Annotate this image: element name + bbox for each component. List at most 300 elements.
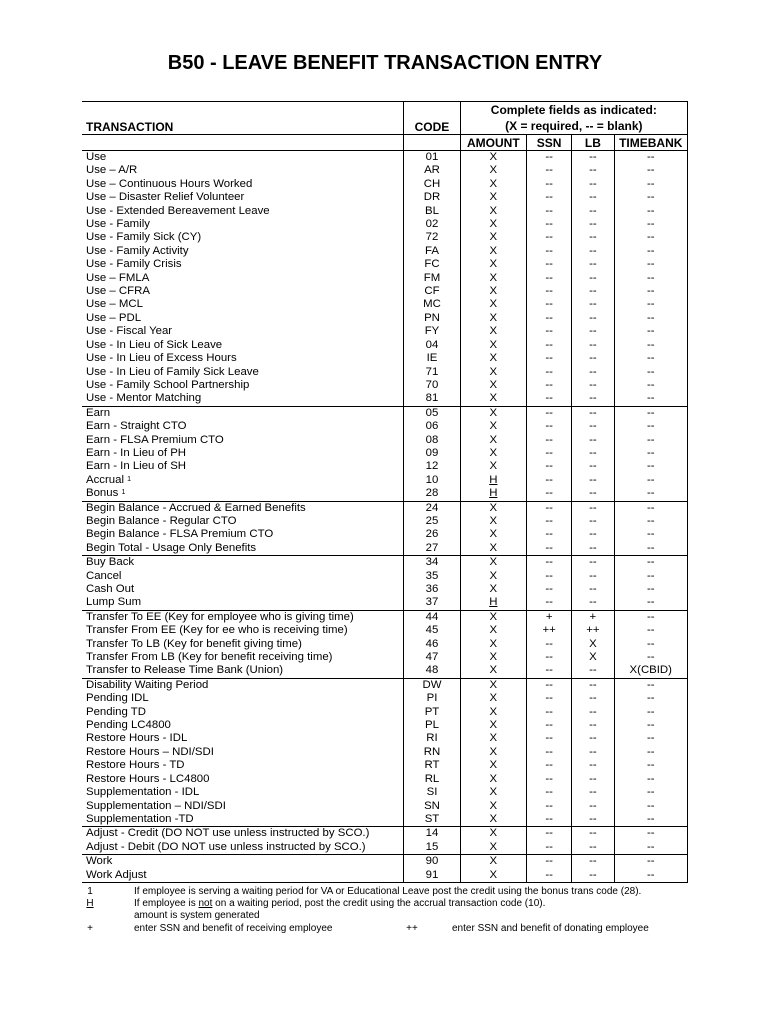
lb-cell: -- [572, 434, 614, 447]
table-row [82, 420, 688, 433]
amount-cell: X [460, 583, 526, 596]
timebank-cell: -- [614, 298, 688, 311]
transaction-code: 28 [404, 487, 460, 501]
amount-cell: X [460, 706, 526, 719]
transaction-name: Use – FMLA [82, 272, 404, 285]
transaction-code: FC [404, 258, 460, 271]
timebank-cell: -- [614, 312, 688, 325]
transaction-code: 14 [404, 827, 460, 841]
transaction-code: 36 [404, 583, 460, 596]
amount-cell: X [460, 692, 526, 705]
table-row [82, 231, 688, 244]
timebank-cell: -- [614, 258, 688, 271]
ssn-cell: -- [527, 583, 572, 596]
timebank-cell: -- [614, 379, 688, 392]
transaction-code: 06 [404, 420, 460, 433]
transaction-code: 37 [404, 596, 460, 610]
lb-cell: -- [572, 379, 614, 392]
ssn-cell: + [527, 610, 572, 624]
footnote-plus-text: enter SSN and benefit of receiving employee [134, 922, 333, 934]
footnote-1-symbol: 1 [87, 886, 93, 897]
table-row [82, 272, 688, 285]
amount-cell: X [460, 678, 526, 692]
footnote-h-text-line2: amount is system generated [134, 910, 260, 922]
ssn-cell: -- [527, 638, 572, 651]
ssn-cell: -- [527, 298, 572, 311]
transaction-name: Supplementation -TD [82, 813, 404, 827]
transaction-name: Work Adjust [82, 869, 404, 883]
page-title: B50 - LEAVE BENEFIT TRANSACTION ENTRY [167, 52, 603, 74]
lb-cell: -- [572, 191, 614, 204]
ssn-cell: -- [527, 420, 572, 433]
timebank-cell: -- [614, 474, 688, 487]
ssn-cell: -- [527, 151, 572, 165]
transaction-code: 12 [404, 460, 460, 473]
transaction-name: Transfer To LB (Key for benefit giving time) [82, 638, 404, 651]
transaction-name: Use - In Lieu of Family Sick Leave [82, 366, 404, 379]
transaction-code: CH [404, 178, 460, 191]
amount-cell: X [460, 800, 526, 813]
transaction-code: 71 [404, 366, 460, 379]
transaction-code: PL [404, 719, 460, 732]
timebank-cell: -- [614, 759, 688, 772]
ssn-cell: -- [527, 570, 572, 583]
table-row [82, 164, 688, 177]
transaction-name: Begin Balance - FLSA Premium CTO [82, 528, 404, 541]
transaction-rows [82, 151, 688, 883]
lb-cell: X [572, 638, 614, 651]
transaction-name: Use - Family Crisis [82, 258, 404, 271]
amount-cell: X [460, 732, 526, 745]
transaction-name: Use - Family School Partnership [82, 379, 404, 392]
lb-cell: -- [572, 786, 614, 799]
amount-cell: X [460, 664, 526, 678]
timebank-cell: -- [614, 245, 688, 258]
amount-cell: X [460, 420, 526, 433]
transaction-code: RN [404, 746, 460, 759]
lb-cell: -- [572, 487, 614, 501]
table-row [82, 813, 688, 827]
transaction-name: Bonus $^1$ [82, 487, 404, 501]
timebank-cell: -- [614, 638, 688, 651]
transaction-code: 10 [404, 474, 460, 487]
transaction-code: SN [404, 800, 460, 813]
lb-cell: -- [572, 205, 614, 218]
header-complete-fields-line2: (X = required, -- = blank) [460, 118, 687, 135]
transaction-code: MC [404, 298, 460, 311]
transaction-code: 46 [404, 638, 460, 651]
timebank-cell: -- [614, 501, 688, 515]
table-row [82, 570, 688, 583]
lb-cell: -- [572, 773, 614, 786]
amount-cell: X [460, 869, 526, 883]
ssn-cell: -- [527, 191, 572, 204]
lb-cell: -- [572, 366, 614, 379]
ssn-cell: -- [527, 855, 572, 869]
transaction-name: Supplementation – NDI/SDI [82, 800, 404, 813]
footnote-h-symbol: H [86, 898, 94, 910]
transaction-code: 09 [404, 447, 460, 460]
amount-cell: X [460, 231, 526, 244]
table-row [82, 191, 688, 204]
footnote-marker: 1 [121, 489, 126, 497]
table-row [82, 746, 688, 759]
timebank-cell: -- [614, 813, 688, 827]
transaction-code: RT [404, 759, 460, 772]
transaction-name: Begin Balance - Regular CTO [82, 515, 404, 528]
transaction-code: ST [404, 813, 460, 827]
footnote-double-plus-text: enter SSN and benefit of donating employee [452, 922, 649, 934]
lb-cell: -- [572, 827, 614, 841]
transaction-name: Disability Waiting Period [82, 678, 404, 692]
ssn-cell: -- [527, 231, 572, 244]
amount-cell: X [460, 542, 526, 556]
lb-cell: -- [572, 474, 614, 487]
lb-cell: -- [572, 272, 614, 285]
table-row [82, 325, 688, 338]
ssn-cell: -- [527, 515, 572, 528]
transaction-name: Transfer to Release Time Bank (Union) [82, 664, 404, 678]
transaction-code: PI [404, 692, 460, 705]
lb-cell: -- [572, 746, 614, 759]
transaction-code: 05 [404, 406, 460, 420]
timebank-cell: -- [614, 556, 688, 570]
footnote-marker: 1 [127, 475, 132, 483]
timebank-cell: -- [614, 583, 688, 596]
amount-cell: X [460, 773, 526, 786]
timebank-cell: -- [614, 651, 688, 664]
amount-cell: X [460, 164, 526, 177]
timebank-cell: -- [614, 827, 688, 841]
transaction-code: 81 [404, 392, 460, 406]
lb-cell: -- [572, 732, 614, 745]
ssn-cell: -- [527, 759, 572, 772]
table-row [82, 869, 688, 883]
transaction-code: CF [404, 285, 460, 298]
transaction-name: Adjust - Debit (DO NOT use unless instructed by SCO.) [82, 841, 404, 855]
lb-cell: -- [572, 719, 614, 732]
table-row [82, 596, 688, 610]
ssn-cell: -- [527, 800, 572, 813]
transaction-name: Begin Balance - Accrued & Earned Benefits [82, 501, 404, 515]
lb-cell: -- [572, 312, 614, 325]
lb-cell: -- [572, 258, 614, 271]
transaction-name: Earn - In Lieu of SH [82, 460, 404, 473]
transaction-name: Accrual $^1$ [82, 474, 404, 487]
ssn-cell: -- [527, 827, 572, 841]
timebank-cell: -- [614, 352, 688, 365]
transaction-name: Transfer From EE (Key for ee who is receiving time) [82, 624, 404, 637]
amount-cell: X [460, 151, 526, 165]
transaction-name: Use - Fiscal Year [82, 325, 404, 338]
timebank-cell: -- [614, 692, 688, 705]
table-row [82, 392, 688, 406]
table-row [82, 366, 688, 379]
amount-cell: H [460, 474, 526, 487]
amount-cell: X [460, 528, 526, 541]
footnote-1-text: If employee is serving a waiting period for VA or Educational Leave post the credit using the bonus trans code (28). [134, 886, 642, 897]
table-row [82, 460, 688, 473]
transaction-code: PN [404, 312, 460, 325]
table-row [82, 285, 688, 298]
amount-cell: X [460, 285, 526, 298]
ssn-cell: -- [527, 678, 572, 692]
ssn-cell: -- [527, 406, 572, 420]
ssn-cell: -- [527, 205, 572, 218]
lb-cell: -- [572, 678, 614, 692]
lb-cell: -- [572, 596, 614, 610]
table-row [82, 151, 688, 165]
transaction-name: Earn - FLSA Premium CTO [82, 434, 404, 447]
timebank-cell: -- [614, 151, 688, 165]
transaction-name: Use - Family Sick (CY) [82, 231, 404, 244]
transaction-code: DW [404, 678, 460, 692]
transaction-name: Earn - Straight CTO [82, 420, 404, 433]
transaction-name: Use – PDL [82, 312, 404, 325]
table-row [82, 773, 688, 786]
timebank-cell: -- [614, 285, 688, 298]
transaction-name: Begin Total - Usage Only Benefits [82, 542, 404, 556]
timebank-cell: -- [614, 528, 688, 541]
lb-cell: -- [572, 285, 614, 298]
lb-cell: X [572, 651, 614, 664]
transaction-name: Transfer From LB (Key for benefit receiving time) [82, 651, 404, 664]
timebank-cell: -- [614, 325, 688, 338]
table-row [82, 624, 688, 637]
footnote-h-text: If employee is not on a waiting period, post the credit using the accrual transaction code (10). [134, 898, 546, 910]
amount-cell: X [460, 406, 526, 420]
transaction-name: Restore Hours - TD [82, 759, 404, 772]
amount-cell: X [460, 178, 526, 191]
table-row [82, 827, 688, 841]
transaction-name: Work [82, 855, 404, 869]
amount-cell: X [460, 651, 526, 664]
amount-cell: X [460, 447, 526, 460]
table-row [82, 258, 688, 271]
amount-cell: X [460, 191, 526, 204]
ssn-cell: -- [527, 447, 572, 460]
amount-cell: H [460, 596, 526, 610]
table-row [82, 692, 688, 705]
timebank-cell: -- [614, 178, 688, 191]
transaction-name: Pending TD [82, 706, 404, 719]
ssn-cell: -- [527, 352, 572, 365]
transaction-name: Pending LC4800 [82, 719, 404, 732]
ssn-cell: -- [527, 773, 572, 786]
header-ssn: SSN [527, 135, 572, 151]
table-row [82, 542, 688, 556]
transaction-code: IE [404, 352, 460, 365]
ssn-cell: -- [527, 813, 572, 827]
amount-cell: X [460, 434, 526, 447]
lb-cell: -- [572, 392, 614, 406]
lb-cell: -- [572, 231, 614, 244]
amount-cell: X [460, 827, 526, 841]
amount-cell: X [460, 312, 526, 325]
amount-cell: X [460, 786, 526, 799]
table-row [82, 610, 688, 624]
amount-cell: X [460, 515, 526, 528]
amount-cell: X [460, 272, 526, 285]
transaction-code: 45 [404, 624, 460, 637]
ssn-cell: -- [527, 487, 572, 501]
amount-cell: X [460, 624, 526, 637]
transaction-name: Use - Mentor Matching [82, 392, 404, 406]
table-row [82, 719, 688, 732]
ssn-cell: -- [527, 434, 572, 447]
ssn-cell: -- [527, 164, 572, 177]
footnote-h-line2 [82, 910, 702, 922]
ssn-cell: -- [527, 664, 572, 678]
table-row [82, 651, 688, 664]
timebank-cell: -- [614, 392, 688, 406]
lb-cell: -- [572, 164, 614, 177]
timebank-cell: -- [614, 800, 688, 813]
ssn-cell: -- [527, 285, 572, 298]
timebank-cell: -- [614, 869, 688, 883]
ssn-cell: -- [527, 245, 572, 258]
amount-cell: X [460, 501, 526, 515]
amount-cell: X [460, 339, 526, 352]
table-row [82, 732, 688, 745]
amount-cell: X [460, 258, 526, 271]
lb-cell: ++ [572, 624, 614, 637]
timebank-cell: -- [614, 460, 688, 473]
amount-cell: X [460, 460, 526, 473]
transaction-name: Use - In Lieu of Excess Hours [82, 352, 404, 365]
header-timebank: TIMEBANK [614, 135, 688, 151]
header-transaction: TRANSACTION [82, 102, 404, 135]
ssn-cell: -- [527, 719, 572, 732]
amount-cell: X [460, 570, 526, 583]
lb-cell: -- [572, 245, 614, 258]
ssn-cell: -- [527, 178, 572, 191]
header-amount: AMOUNT [460, 135, 526, 151]
footnote-1 [82, 886, 702, 898]
table-row [82, 352, 688, 365]
transaction-code: 08 [404, 434, 460, 447]
amount-cell: X [460, 205, 526, 218]
transaction-name: Use - Extended Bereavement Leave [82, 205, 404, 218]
timebank-cell: -- [614, 515, 688, 528]
transaction-code: RL [404, 773, 460, 786]
lb-cell: + [572, 610, 614, 624]
lb-cell: -- [572, 759, 614, 772]
ssn-cell: -- [527, 501, 572, 515]
timebank-cell: -- [614, 434, 688, 447]
transaction-code: DR [404, 191, 460, 204]
ssn-cell: -- [527, 556, 572, 570]
table-row [82, 474, 688, 487]
table-row [82, 298, 688, 311]
amount-cell: X [460, 719, 526, 732]
transaction-name: Restore Hours - IDL [82, 732, 404, 745]
ssn-cell: -- [527, 596, 572, 610]
table-row [82, 583, 688, 596]
table-row [82, 678, 688, 692]
ssn-cell: -- [527, 474, 572, 487]
transaction-name: Use – Disaster Relief Volunteer [82, 191, 404, 204]
table-row [82, 664, 688, 678]
amount-cell: X [460, 245, 526, 258]
lb-cell: -- [572, 556, 614, 570]
ssn-cell: -- [527, 528, 572, 541]
transaction-name: Earn [82, 406, 404, 420]
table-row [82, 434, 688, 447]
transaction-code: 01 [404, 151, 460, 165]
lb-cell: -- [572, 841, 614, 855]
lb-cell: -- [572, 583, 614, 596]
lb-cell: -- [572, 298, 614, 311]
timebank-cell: -- [614, 164, 688, 177]
table-row [82, 841, 688, 855]
transaction-code: 35 [404, 570, 460, 583]
ssn-cell: -- [527, 325, 572, 338]
timebank-cell: -- [614, 746, 688, 759]
transaction-code: 48 [404, 664, 460, 678]
transaction-code: 34 [404, 556, 460, 570]
lb-cell: -- [572, 528, 614, 541]
transaction-code: 04 [404, 339, 460, 352]
ssn-cell: -- [527, 692, 572, 705]
timebank-cell: -- [614, 420, 688, 433]
transaction-name: Use - Family [82, 218, 404, 231]
transaction-name: Use - Family Activity [82, 245, 404, 258]
transaction-code: AR [404, 164, 460, 177]
footnote-h [82, 898, 702, 910]
timebank-cell: -- [614, 624, 688, 637]
timebank-cell: -- [614, 719, 688, 732]
transaction-name: Earn - In Lieu of PH [82, 447, 404, 460]
table-row [82, 205, 688, 218]
lb-cell: -- [572, 800, 614, 813]
transaction-code: BL [404, 205, 460, 218]
table-row [82, 706, 688, 719]
ssn-cell: -- [527, 460, 572, 473]
timebank-cell: -- [614, 732, 688, 745]
lb-cell: -- [572, 570, 614, 583]
transaction-code: FY [404, 325, 460, 338]
timebank-cell: -- [614, 570, 688, 583]
timebank-cell: -- [614, 487, 688, 501]
table-row [82, 515, 688, 528]
lb-cell: -- [572, 869, 614, 883]
transaction-code: 47 [404, 651, 460, 664]
amount-cell: X [460, 218, 526, 231]
transaction-code: 27 [404, 542, 460, 556]
transaction-name: Use - In Lieu of Sick Leave [82, 339, 404, 352]
transaction-code: 15 [404, 841, 460, 855]
timebank-cell: -- [614, 447, 688, 460]
amount-cell: X [460, 556, 526, 570]
transaction-name: Transfer To EE (Key for employee who is giving time) [82, 610, 404, 624]
transaction-code: 72 [404, 231, 460, 244]
transaction-code: 91 [404, 869, 460, 883]
table-row [82, 245, 688, 258]
ssn-cell: -- [527, 258, 572, 271]
table-row [82, 339, 688, 352]
timebank-cell: -- [614, 218, 688, 231]
table-row [82, 556, 688, 570]
ssn-cell: -- [527, 841, 572, 855]
transaction-code: 24 [404, 501, 460, 515]
transaction-code: 90 [404, 855, 460, 869]
timebank-cell: -- [614, 406, 688, 420]
transaction-name: Use – MCL [82, 298, 404, 311]
amount-cell: X [460, 379, 526, 392]
header-code: CODE [404, 102, 460, 135]
amount-cell: X [460, 746, 526, 759]
